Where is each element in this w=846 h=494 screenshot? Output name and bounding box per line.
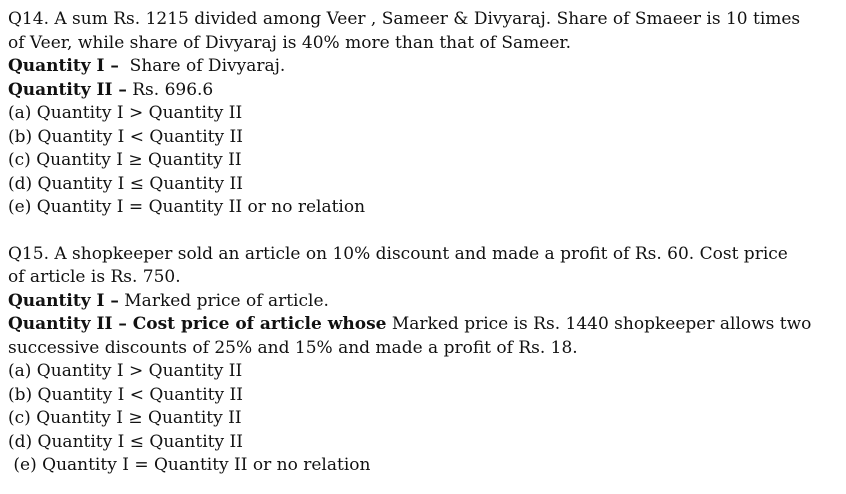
q14-option-c: (c) Quantity I ≥ Quantity II — [8, 150, 242, 170]
q15-option-d: (d) Quantity I ≤ Quantity II — [8, 431, 243, 452]
q14-option-d: (d) Quantity I ≤ Quantity II — [8, 173, 243, 194]
q14-stem-line-2: of Veer, while share of Divyaraj is 40% more than that of Sameer. — [8, 32, 572, 53]
q14-option-b: (b) Quantity I < Quantity II — [8, 126, 243, 147]
section-gap — [8, 220, 838, 243]
q15-stem-line-2: of article is Rs. 750. — [8, 267, 181, 287]
q15-quantity-2-label: Quantity II – Cost price of article whose — [8, 314, 387, 334]
q15-option-b: (b) Quantity I < Quantity II — [8, 384, 243, 405]
q15-option-c: (c) Quantity I ≥ Quantity II — [8, 408, 242, 428]
q15-stem-line-1: Q15. A shopkeeper sold an article on 10% discount and made a profit of Rs. 60. Cost price — [8, 243, 788, 264]
q14-quantity-2-text: Rs. 696.6 — [126, 79, 214, 100]
q14-quantity-1-text: Share of Divyaraj. — [118, 56, 286, 76]
document — [8, 8, 838, 478]
q15-quantity-1 — [8, 290, 838, 314]
q15-option-a: (a) Quantity I > Quantity II — [8, 361, 243, 381]
q15-quantity-1-label: Quantity I – — [8, 290, 119, 311]
q14-option-e: (e) Quantity I = Quantity II or no relation — [8, 197, 366, 217]
q14-quantity-1-label: Quantity I – — [8, 56, 119, 76]
q14-option-a: (a) Quantity I > Quantity II — [8, 103, 243, 123]
q15-quantity-1-text: Marked price of article. — [118, 290, 329, 311]
question-15 — [8, 243, 838, 478]
question-14 — [8, 8, 838, 220]
q14-quantity-1 — [8, 55, 838, 79]
q14-stem-line-1: Q14. A sum Rs. 1215 divided among Veer , Sameer & Divyaraj. Share of Smaeer is 10 times — [8, 9, 801, 29]
q14-quantity-2 — [8, 79, 838, 103]
q15-quantity-2-line-2: successive discounts of 25% and 15% and made a profit of Rs. 18. — [8, 337, 578, 358]
q15-quantity-2-text: Marked price is Rs. 1440 shopkeeper allows two — [386, 314, 812, 334]
q14-quantity-2-label: Quantity II – — [8, 79, 127, 100]
q15-option-e: (e) Quantity I = Quantity II or no relation — [8, 455, 371, 475]
q15-quantity-2 — [8, 313, 838, 337]
